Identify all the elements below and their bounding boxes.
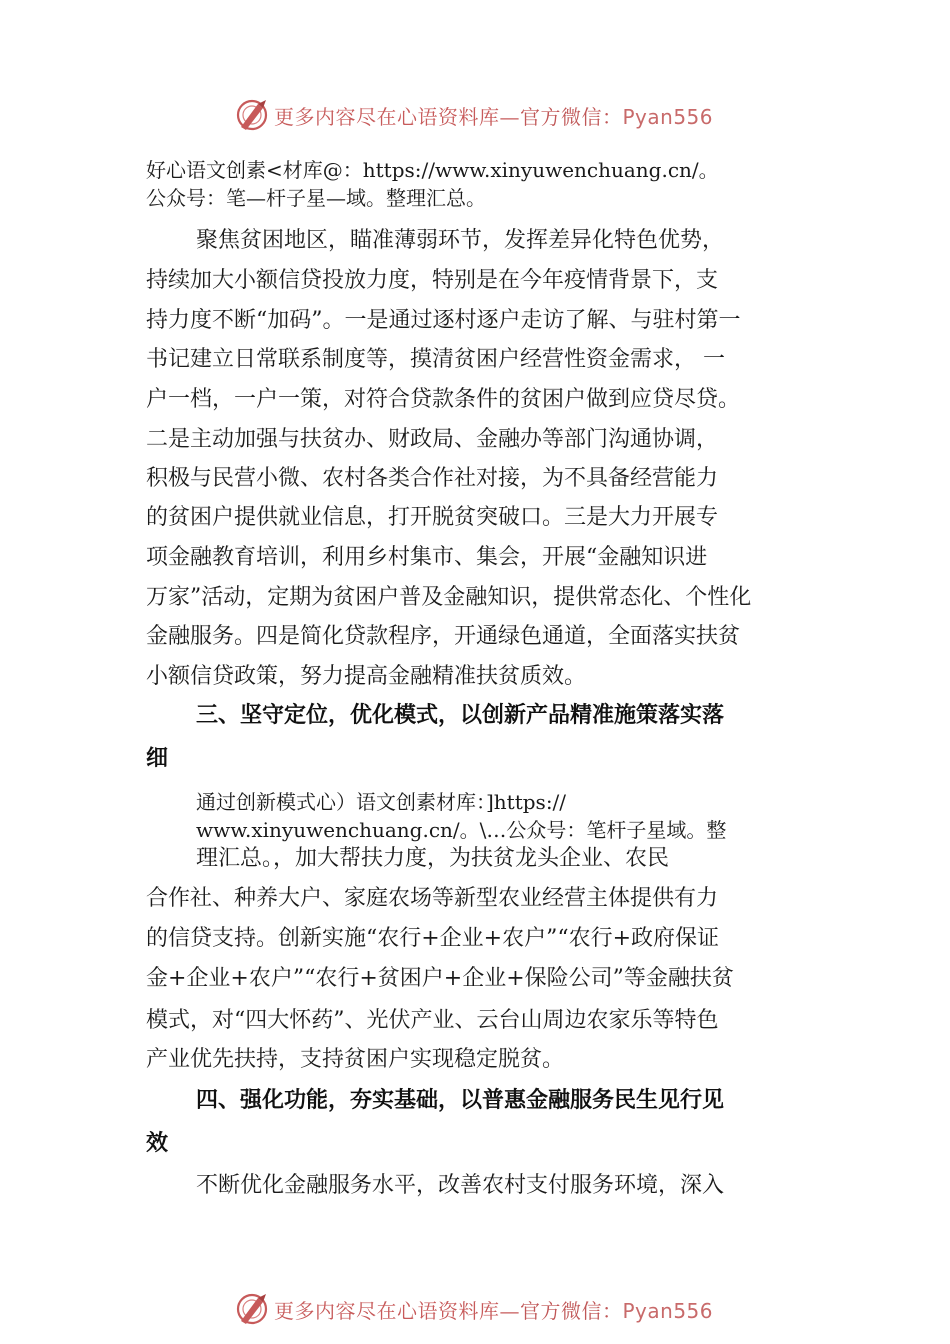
- watermark-text: 更多内容尽在心语资料库—官方微信：Pyan556: [274, 105, 714, 129]
- paragraph-line: 产业优先扶持，支持贫困户实现稳定脱贫。: [146, 1047, 565, 1072]
- paragraph-line: 积极与民营小微、农村各类合作社对接，为不具备经营能力: [146, 466, 719, 491]
- paragraph-line: 户一档，一户一策，对符合贷款条件的贫困户做到应贷尽贷。: [146, 387, 741, 412]
- section-heading-4: 四、强化功能，夯实基础，以普惠金融服务民生见行见: [196, 1088, 725, 1113]
- paragraph-line: www.xinyuwenchuang.cn/。\…公众号：笔杆子星域。整: [196, 818, 727, 842]
- paragraph-line: 金+企业+农户”“农行+贫困户+企业+保险公司”等金融扶贫: [146, 966, 734, 991]
- watermark-text: 更多内容尽在心语资料库—官方微信：Pyan556: [274, 1299, 714, 1323]
- paragraph-line: 合作社、种养大户、家庭农场等新型农业经营主体提供有力: [146, 886, 719, 911]
- paragraph-line: 项金融教育培训，利用乡村集市、集会，开展“金融知识进: [146, 545, 708, 570]
- paragraph-line: 的贫困户提供就业信息，打开脱贫突破口。三是大力开展专: [146, 505, 719, 530]
- paragraph-line: 理汇总。，加大帮扶力度，为扶贫龙头企业、农民: [196, 846, 670, 871]
- section-heading-3-cont: 细: [146, 746, 169, 771]
- paragraph-line: 模式，对“四大怀药”、光伏产业、云台山周边农家乐等特色: [146, 1008, 719, 1033]
- paragraph-line: 小额信贷政策，努力提高金融精准扶贫质效。: [146, 664, 587, 689]
- footer-watermark-banner: [0, 1287, 950, 1331]
- paragraph-line: 书记建立日常联系制度等，摸清贫困户经营性资金需求， 一: [146, 347, 725, 372]
- paragraph-line: 万家”活动，定期为贫困户普及金融知识，提供常态化、个性化: [146, 585, 752, 610]
- pen-logo-icon: [232, 1288, 272, 1328]
- paragraph-line: 持力度不断“加码”。一是通过逐村逐户走访了解、与驻村第一: [146, 308, 741, 333]
- paragraph-line: 通过创新模式心）语文创素材库：]https://: [196, 790, 567, 814]
- paragraph-line: 聚焦贫困地区，瞄准薄弱环节，发挥差异化特色优势，: [196, 228, 725, 253]
- section-heading-4-cont: 效: [146, 1131, 169, 1156]
- section-heading-3: 三、坚守定位，优化模式，以创新产品精准施策落实落: [196, 703, 725, 728]
- paragraph-line: 二是主动加强与扶贫办、财政局、金融办等部门沟通协调，: [146, 427, 719, 452]
- header-watermark-banner: [0, 93, 950, 137]
- paragraph-line: 不断优化金融服务水平，改善农村支付服务环境，深入: [196, 1173, 725, 1198]
- source-line: 公众号：笔—杆子星—域。整理汇总。: [146, 186, 486, 210]
- paragraph-line: 的信贷支持。创新实施“农行+企业+农户”“农行+政府保证: [146, 926, 720, 951]
- source-line: 好心语文创素<材库@：https://www.xinyuwenchuang.cn/。: [146, 158, 719, 182]
- paragraph-line: 持续加大小额信贷投放力度，特别是在今年疫情背景下，支: [146, 268, 719, 293]
- pen-logo-icon: [232, 94, 272, 134]
- paragraph-line: 金融服务。四是简化贷款程序，开通绿色通道，全面落实扶贫: [146, 624, 741, 649]
